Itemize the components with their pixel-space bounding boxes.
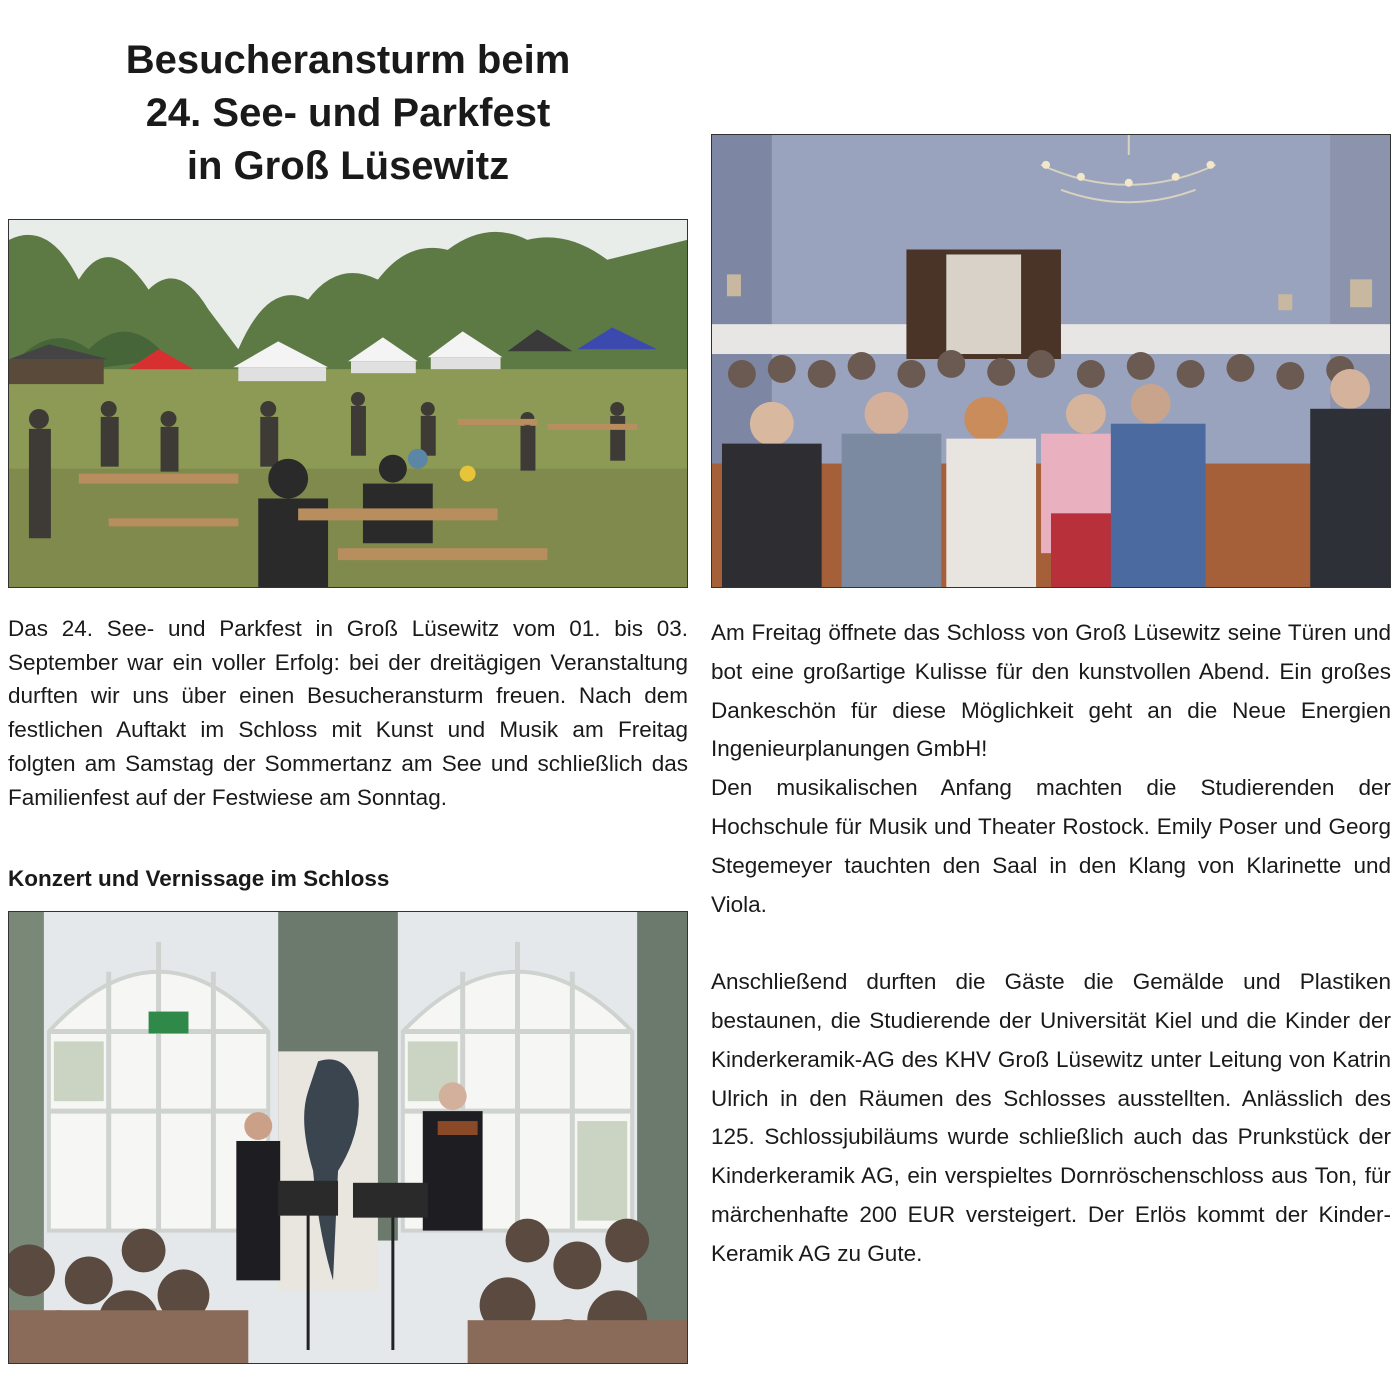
castle-hall-audience-photo bbox=[711, 134, 1391, 588]
article-right-column bbox=[711, 614, 1391, 1274]
article-headline bbox=[8, 34, 688, 193]
paragraph-exhibition-auction: Anschließend durften die Gäste die Gemälde und Plastiken bestaunen, die Studierende der Universität Kiel und die Kinder der Kinderkeramik-AG des KHV Groß Lüsewitz unter Leitung von Katrin Ulrich in den Räumen des Schlosses ausstellten. Anlässlich des 125. Schlossjubiläums wurde schließlich auch das Prunkstück der Kinderkeramik AG, ein verspieltes Dornröschenschloss aus Ton, für märchenhafte 200 EUR versteigert. Der Erlös kommt der Kinder-Keramik AG zu Gute. bbox=[711, 969, 1391, 1266]
festival-meadow-photo bbox=[8, 219, 688, 588]
article-intro-paragraph: Das 24. See- und Parkfest in Groß Lüsewitz vom 01. bis 03. September war ein voller Erfolg: bei der dreitägigen Veranstaltung durften wir uns über einen Besucheransturm freuen. Nach dem festlichen Auftakt im Schloss mit Kunst und Musik am Freitag folgten am Samstag der Sommertanz am See und schließlich das Familienfest auf der Festwiese am Sonntag. bbox=[8, 616, 688, 810]
headline-line-3: in Groß Lüsewitz bbox=[186, 144, 510, 188]
headline-line-1: Besucheransturm beim bbox=[125, 38, 571, 82]
headline-line-2: 24. See- und Parkfest bbox=[145, 91, 551, 135]
concert-performance-photo bbox=[8, 911, 688, 1364]
paragraph-castle-opening: Am Freitag öffnete das Schloss von Groß Lüsewitz seine Türen und bot eine großartige Kulisse für den kunstvollen Abend. Ein großes Dankeschön für diese Möglichkeit geht an die Neue Energien Ingenieurplanungen GmbH! bbox=[711, 620, 1391, 762]
paragraph-music-students: Den musikalischen Anfang machten die Studierenden der Hochschule für Musik und Theater Rostock. Emily Poser und Georg Stegemeyer tauchten den Saal in den Klang von Klarinette und Viola. bbox=[711, 775, 1391, 917]
section-subheading: Konzert und Vernissage im Schloss bbox=[8, 866, 390, 891]
